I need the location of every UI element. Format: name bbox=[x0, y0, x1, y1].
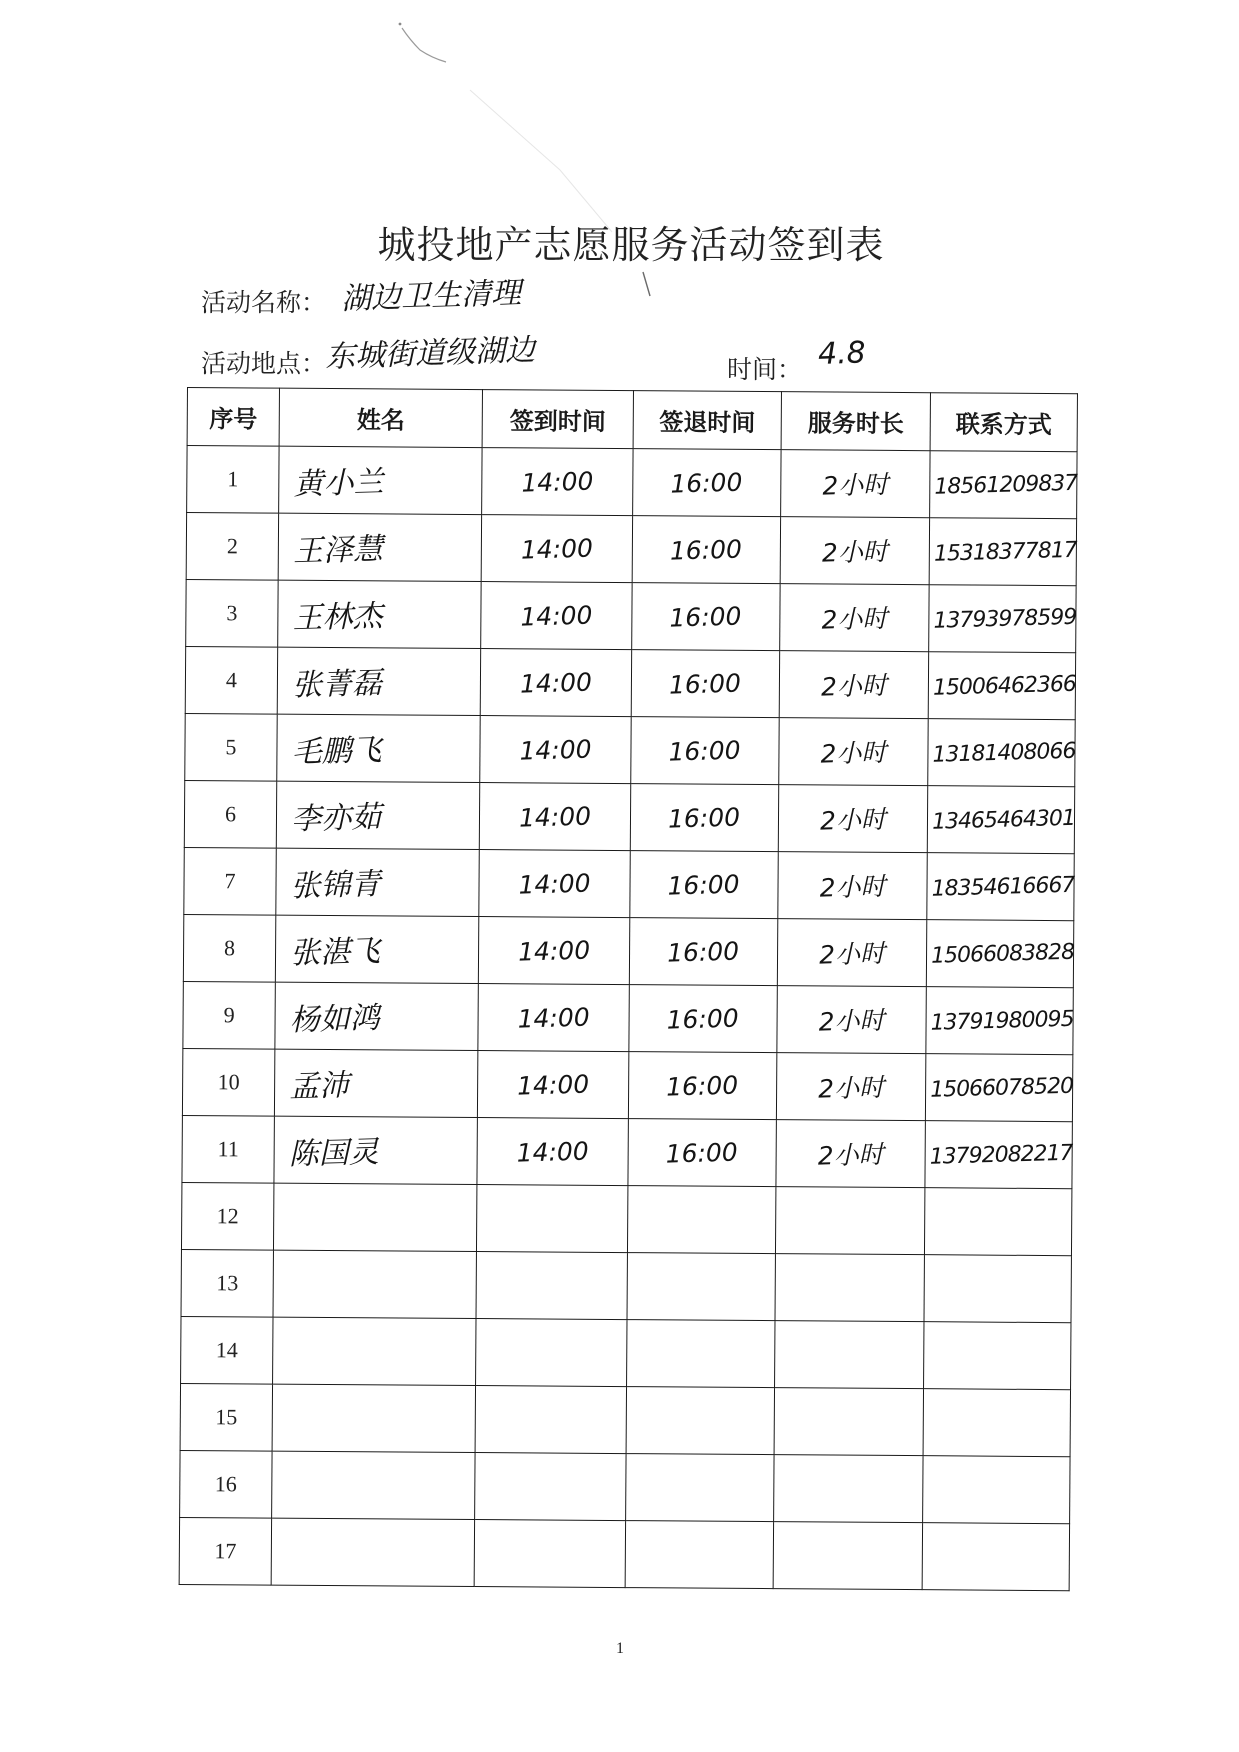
table-row bbox=[181, 1182, 1071, 1255]
signature-name: 王泽慧 bbox=[292, 531, 384, 570]
sign-in-time: 14:00 bbox=[519, 600, 593, 632]
duration-cell bbox=[775, 1254, 924, 1322]
sign-in-cell bbox=[481, 515, 632, 583]
duration-cell bbox=[780, 584, 929, 652]
header-service-duration: 服务时长 bbox=[781, 392, 930, 451]
sign-out-cell bbox=[627, 1253, 775, 1321]
table-row bbox=[186, 513, 1076, 586]
duration-cell bbox=[781, 450, 930, 518]
page-number: 1 bbox=[616, 1640, 624, 1657]
table-row bbox=[183, 914, 1073, 987]
name-cell bbox=[279, 446, 482, 514]
contact-phone: 15066078520 bbox=[929, 1073, 1074, 1103]
sign-out-time: 16:00 bbox=[669, 668, 742, 700]
contact-cell bbox=[926, 987, 1073, 1055]
service-duration: 2小时 bbox=[820, 670, 888, 702]
sign-out-time: 16:00 bbox=[668, 802, 741, 834]
row-number: 5 bbox=[185, 713, 277, 781]
name-cell bbox=[273, 1183, 476, 1251]
service-duration: 2小时 bbox=[817, 1072, 885, 1104]
duration-cell bbox=[778, 852, 927, 920]
sign-in-cell bbox=[475, 1453, 626, 1521]
table-row bbox=[179, 1517, 1069, 1590]
sign-in-time: 14:00 bbox=[517, 1002, 591, 1034]
row-number: 1 bbox=[187, 446, 279, 514]
service-duration: 2小时 bbox=[819, 804, 887, 836]
signature-name: 陈国灵 bbox=[288, 1134, 380, 1173]
sign-out-cell bbox=[626, 1387, 774, 1455]
name-cell bbox=[275, 915, 478, 983]
contact-cell bbox=[929, 518, 1076, 586]
sign-out-time: 16:00 bbox=[669, 601, 743, 633]
name-cell bbox=[277, 647, 480, 715]
table-row bbox=[185, 646, 1075, 719]
contact-phone: 15006462366 bbox=[932, 671, 1077, 701]
sign-out-cell bbox=[632, 583, 780, 651]
row-number: 2 bbox=[186, 513, 278, 581]
date-label: 时间： bbox=[727, 357, 803, 384]
sign-in-cell bbox=[482, 448, 633, 516]
duration-cell bbox=[779, 651, 928, 719]
contact-cell bbox=[925, 1054, 1072, 1122]
name-cell bbox=[275, 982, 478, 1050]
sign-out-cell bbox=[631, 717, 779, 785]
sign-in-time: 14:00 bbox=[520, 466, 594, 498]
duration-cell bbox=[778, 785, 927, 853]
row-number: 4 bbox=[185, 646, 277, 714]
table-row bbox=[184, 847, 1074, 920]
sign-in-cell bbox=[475, 1386, 626, 1454]
table-row bbox=[180, 1383, 1070, 1456]
sign-in-cell bbox=[481, 582, 632, 650]
name-cell bbox=[274, 1049, 477, 1117]
service-duration: 2小时 bbox=[822, 469, 889, 501]
duration-cell bbox=[780, 517, 929, 585]
contact-phone: 15066083828 bbox=[930, 939, 1075, 969]
sign-out-time: 16:00 bbox=[669, 534, 743, 566]
sign-out-time: 16:00 bbox=[667, 936, 740, 968]
sign-in-cell bbox=[477, 1051, 628, 1119]
sign-in-cell bbox=[476, 1185, 627, 1253]
row-number: 6 bbox=[184, 780, 276, 848]
signature-name: 孟沛 bbox=[288, 1068, 350, 1105]
sign-in-time: 14:00 bbox=[520, 533, 594, 565]
sign-out-cell bbox=[632, 516, 780, 584]
sign-out-cell bbox=[627, 1186, 775, 1254]
table-row bbox=[181, 1249, 1071, 1322]
table-row bbox=[185, 713, 1075, 786]
sign-in-time: 14:00 bbox=[518, 801, 592, 833]
name-cell bbox=[274, 1116, 477, 1184]
row-number: 7 bbox=[184, 847, 276, 915]
contact-cell bbox=[930, 451, 1077, 519]
activity-location-label: 活动地点： bbox=[201, 351, 327, 378]
duration-cell bbox=[779, 718, 928, 786]
contact-phone: 13465464301 bbox=[931, 805, 1076, 835]
sign-in-cell bbox=[480, 649, 631, 717]
header-name: 姓名 bbox=[279, 388, 482, 447]
name-cell bbox=[278, 513, 481, 581]
table-row bbox=[187, 446, 1077, 519]
table-row bbox=[186, 579, 1076, 652]
sign-out-cell bbox=[629, 918, 777, 986]
name-cell bbox=[272, 1384, 475, 1452]
contact-phone: 13793978599 bbox=[933, 604, 1077, 634]
sign-in-cell bbox=[478, 984, 629, 1052]
sign-out-time: 16:00 bbox=[667, 869, 741, 901]
table-row bbox=[181, 1316, 1071, 1389]
row-number: 11 bbox=[182, 1115, 274, 1183]
signature-name: 毛鹏飞 bbox=[291, 732, 383, 771]
sign-out-cell bbox=[630, 851, 778, 919]
name-cell bbox=[273, 1317, 476, 1385]
name-cell bbox=[276, 781, 479, 849]
date-value: 4.8 bbox=[817, 335, 867, 372]
signature-name: 张湛飞 bbox=[289, 933, 381, 972]
table-row bbox=[184, 780, 1074, 853]
sign-out-time: 16:00 bbox=[666, 1070, 740, 1102]
name-cell bbox=[273, 1250, 476, 1318]
sign-in-cell bbox=[478, 917, 629, 985]
name-cell bbox=[276, 848, 479, 916]
sign-out-time: 16:00 bbox=[666, 1003, 740, 1035]
table-header-row bbox=[187, 388, 1077, 452]
contact-cell bbox=[927, 853, 1074, 921]
signature-name: 张锦青 bbox=[290, 866, 382, 905]
table-row bbox=[180, 1450, 1070, 1523]
sign-in-cell bbox=[480, 716, 631, 784]
header-number: 序号 bbox=[187, 388, 279, 447]
sign-out-time: 16:00 bbox=[670, 467, 744, 499]
service-duration: 2小时 bbox=[818, 1005, 885, 1037]
service-duration: 2小时 bbox=[817, 1139, 885, 1171]
duration-cell bbox=[774, 1455, 923, 1523]
name-cell bbox=[278, 580, 481, 648]
contact-cell bbox=[922, 1523, 1069, 1591]
signature-name: 黄小兰 bbox=[292, 464, 384, 503]
contact-phone: 13791980095 bbox=[930, 1006, 1074, 1036]
header-sign-out-time: 签退时间 bbox=[633, 391, 781, 450]
service-duration: 2小时 bbox=[820, 737, 887, 769]
contact-phone: 18561209837 bbox=[934, 470, 1078, 500]
row-number: 3 bbox=[186, 579, 278, 647]
contact-cell bbox=[924, 1255, 1071, 1323]
sign-out-time: 16:00 bbox=[668, 735, 742, 767]
service-duration: 2小时 bbox=[821, 536, 889, 568]
header-contact: 联系方式 bbox=[930, 393, 1077, 452]
sign-out-time: 16:00 bbox=[665, 1137, 739, 1169]
sign-out-cell bbox=[628, 1119, 776, 1187]
contact-cell bbox=[928, 719, 1075, 787]
name-cell bbox=[277, 714, 480, 782]
duration-cell bbox=[777, 919, 926, 987]
duration-cell bbox=[773, 1522, 922, 1590]
row-number: 12 bbox=[181, 1182, 273, 1250]
table-row bbox=[183, 981, 1073, 1054]
row-number: 17 bbox=[179, 1517, 271, 1585]
signature-name: 李亦茹 bbox=[290, 799, 382, 838]
sign-in-time: 14:00 bbox=[519, 667, 593, 699]
sign-out-cell bbox=[630, 784, 778, 852]
sign-in-cell bbox=[476, 1252, 627, 1320]
contact-phone: 18354616667 bbox=[931, 872, 1075, 902]
sign-out-cell bbox=[631, 650, 779, 718]
sign-in-cell bbox=[479, 783, 630, 851]
activity-name-label: 活动名称： bbox=[201, 290, 327, 317]
sign-in-time: 14:00 bbox=[516, 1136, 590, 1168]
signature-name: 张菁磊 bbox=[291, 665, 383, 704]
activity-location-value: 东城街道级湖边 bbox=[324, 332, 536, 375]
contact-cell bbox=[929, 585, 1076, 653]
contact-cell bbox=[925, 1121, 1072, 1189]
contact-phone: 13181408066 bbox=[932, 738, 1076, 768]
sign-in-cell bbox=[474, 1520, 625, 1588]
signature-name: 王林杰 bbox=[292, 598, 383, 637]
row-number: 16 bbox=[180, 1450, 272, 1518]
sign-out-cell bbox=[625, 1521, 773, 1589]
activity-name-value: 湖边卫生清理 bbox=[340, 275, 522, 317]
service-duration: 2小时 bbox=[821, 603, 888, 635]
contact-cell bbox=[924, 1188, 1071, 1256]
sign-in-table bbox=[179, 387, 1078, 1591]
sign-out-cell bbox=[629, 985, 777, 1053]
table-row bbox=[182, 1048, 1072, 1121]
sign-out-cell bbox=[633, 449, 781, 517]
sign-in-cell bbox=[477, 1118, 628, 1186]
header-sign-in-time: 签到时间 bbox=[482, 390, 633, 449]
contact-cell bbox=[923, 1389, 1070, 1457]
contact-phone: 15318377817 bbox=[933, 537, 1078, 567]
contact-cell bbox=[926, 920, 1073, 988]
row-number: 13 bbox=[181, 1249, 273, 1317]
contact-cell bbox=[928, 652, 1075, 720]
row-number: 14 bbox=[181, 1316, 273, 1384]
row-number: 10 bbox=[182, 1048, 274, 1116]
sign-out-cell bbox=[628, 1052, 776, 1120]
duration-cell bbox=[775, 1187, 924, 1255]
sheet-title: 城投地产志愿服务活动签到表 bbox=[377, 225, 885, 267]
contact-cell bbox=[927, 786, 1074, 854]
table-row bbox=[182, 1115, 1072, 1188]
name-cell bbox=[271, 1518, 474, 1586]
contact-cell bbox=[923, 1456, 1070, 1524]
duration-cell bbox=[774, 1388, 923, 1456]
service-duration: 2小时 bbox=[819, 871, 886, 903]
sign-in-cell bbox=[479, 850, 630, 918]
row-number: 9 bbox=[183, 981, 275, 1049]
sign-out-cell bbox=[626, 1454, 774, 1522]
sign-in-cell bbox=[476, 1319, 627, 1387]
duration-cell bbox=[775, 1321, 924, 1389]
duration-cell bbox=[777, 986, 926, 1054]
contact-phone: 13792082217 bbox=[929, 1140, 1073, 1170]
sign-in-time: 14:00 bbox=[517, 935, 591, 967]
name-cell bbox=[272, 1451, 475, 1519]
signature-name: 杨如鸿 bbox=[289, 1000, 381, 1039]
sign-in-time: 14:00 bbox=[518, 868, 591, 900]
row-number: 15 bbox=[180, 1383, 272, 1451]
duration-cell bbox=[776, 1120, 925, 1188]
service-duration: 2小时 bbox=[818, 938, 886, 970]
contact-cell bbox=[924, 1322, 1071, 1390]
row-number: 8 bbox=[183, 914, 275, 982]
sign-in-time: 14:00 bbox=[516, 1069, 590, 1101]
sign-out-cell bbox=[627, 1320, 775, 1388]
sign-in-time: 14:00 bbox=[519, 734, 592, 766]
duration-cell bbox=[776, 1053, 925, 1121]
